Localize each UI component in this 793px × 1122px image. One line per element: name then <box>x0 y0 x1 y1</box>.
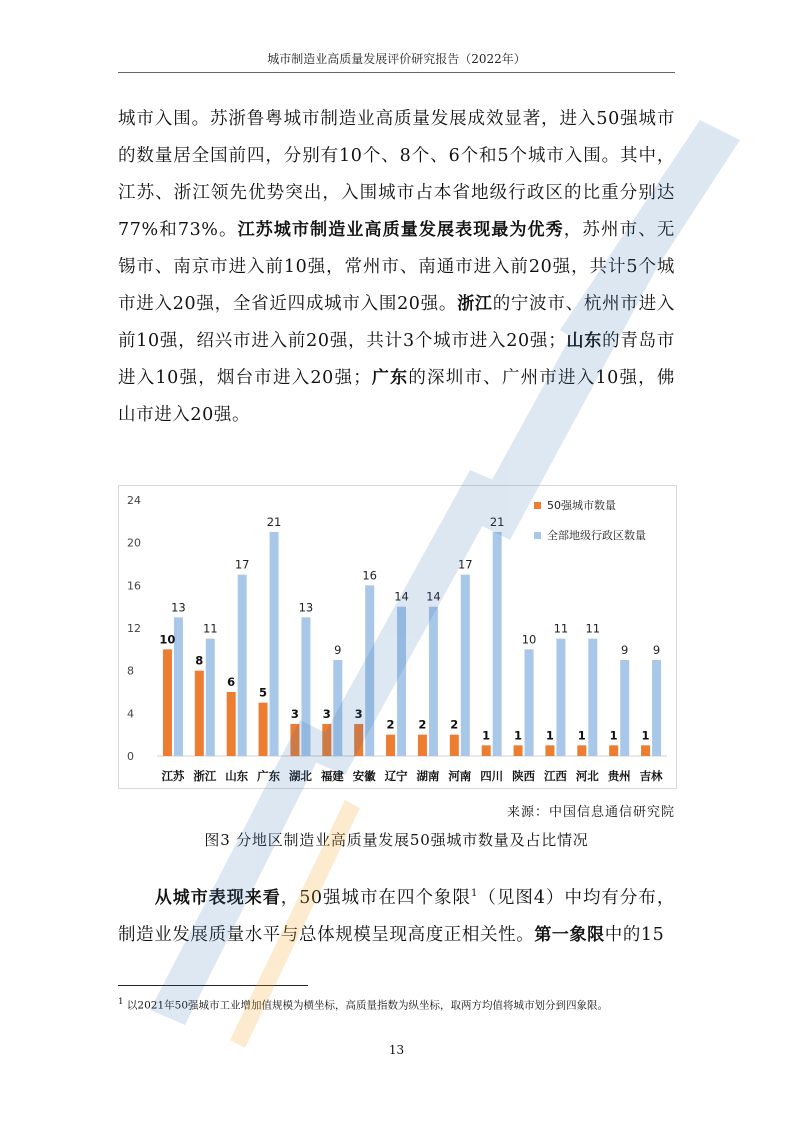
y-tick-label: 8 <box>127 664 134 678</box>
p1-bold-4: 广东 <box>371 368 409 388</box>
bar-全部地级行政区数量 <box>620 660 629 756</box>
data-label-全部地级行政区数量: 13 <box>298 600 314 615</box>
p2-text-1: ，50强城市在四个象限 <box>280 887 471 908</box>
data-label-全部地级行政区数量: 14 <box>426 589 441 604</box>
data-label-全部地级行政区数量: 9 <box>621 643 629 657</box>
bar-全部地级行政区数量 <box>301 617 310 756</box>
data-label-50强城市数量: 6 <box>227 675 236 689</box>
bar-全部地级行政区数量 <box>652 660 661 756</box>
bar-50强城市数量 <box>482 745 491 756</box>
data-label-全部地级行政区数量: 9 <box>652 643 661 657</box>
data-label-50强城市数量: 1 <box>482 728 491 743</box>
data-label-50强城市数量: 3 <box>290 707 299 721</box>
bar-全部地级行政区数量 <box>365 585 374 756</box>
data-label-全部地级行政区数量: 9 <box>334 643 342 657</box>
p2-bold-2: 第一象限 <box>534 924 605 945</box>
p1-bold-2: 浙江 <box>457 294 493 314</box>
bar-50强城市数量 <box>227 692 236 756</box>
legend-swatch <box>534 502 541 509</box>
bar-50强城市数量 <box>259 703 268 756</box>
data-label-全部地级行政区数量: 14 <box>394 589 409 604</box>
category-label: 江西 <box>543 769 567 783</box>
y-tick-label: 20 <box>127 536 141 550</box>
category-label: 安徽 <box>352 769 376 783</box>
legend-entry: 全部地级行政区数量 <box>547 529 646 542</box>
category-label: 河北 <box>575 769 599 783</box>
data-label-全部地级行政区数量: 16 <box>362 568 378 583</box>
p1-text-4: 的青岛市进入10强，烟台市进入20强； <box>118 331 676 388</box>
bar-全部地级行政区数量 <box>588 639 597 756</box>
p2-text-3: 中的15 <box>604 924 665 945</box>
category-label: 山东 <box>225 769 249 783</box>
data-label-50强城市数量: 1 <box>545 728 554 743</box>
bar-50强城市数量 <box>641 745 650 756</box>
figure-source: 来源：中国信息通信研究院 <box>506 805 675 820</box>
header-rule <box>118 72 675 73</box>
data-label-50强城市数量: 1 <box>577 728 586 743</box>
category-label: 吉林 <box>639 769 663 783</box>
footnote-rule <box>118 985 308 986</box>
bar-全部地级行政区数量 <box>461 575 470 756</box>
bar-50强城市数量 <box>354 724 363 756</box>
bar-50强城市数量 <box>418 735 427 756</box>
data-label-50强城市数量: 2 <box>386 717 395 732</box>
p1-text-3: 的宁波市、杭州市进入前10强，绍兴市进入前20强，共计3个城市进入20强； <box>118 294 676 351</box>
data-label-全部地级行政区数量: 11 <box>553 621 569 636</box>
bar-50强城市数量 <box>577 745 586 756</box>
bar-50强城市数量 <box>514 745 523 756</box>
bar-全部地级行政区数量 <box>238 575 247 756</box>
data-label-50强城市数量: 1 <box>609 728 618 743</box>
bar-全部地级行政区数量 <box>270 532 279 756</box>
category-label: 江苏 <box>161 769 185 783</box>
p2-text-2: （见图4）中均有分布，制造业发展质量水平与总体规模呈现高度正相关性。 <box>118 887 676 945</box>
footnote <box>118 994 675 1014</box>
y-tick-label: 12 <box>127 622 141 635</box>
bar-全部地级行政区数量 <box>333 660 342 756</box>
y-tick-label: 24 <box>127 494 141 507</box>
data-label-50强城市数量: 5 <box>259 685 268 700</box>
data-label-全部地级行政区数量: 21 <box>489 515 505 529</box>
data-label-50强城市数量: 8 <box>195 653 204 668</box>
data-label-50强城市数量: 1 <box>514 728 523 743</box>
bar-全部地级行政区数量 <box>493 532 502 756</box>
data-label-50强城市数量: 3 <box>354 707 363 721</box>
bar-全部地级行政区数量 <box>206 639 215 756</box>
category-label: 广东 <box>257 769 281 783</box>
p1-text-1: 城市入围。苏浙鲁粤城市制造业高质量发展成效显著，进入50强城市的数量居全国前四，分别有10个、8个、6个和5个城市入围。其中，江苏、浙江领先优势突出，入围城市占本省地级行政区的比重分别达77%和73%。 <box>118 109 675 240</box>
data-label-50强城市数量: 2 <box>418 717 427 732</box>
page-number: 13 <box>388 1043 405 1057</box>
bar-chart <box>118 485 677 789</box>
footnote-mark: 1 <box>118 997 124 1007</box>
category-label: 辽宁 <box>384 769 408 783</box>
bar-50强城市数量 <box>545 745 554 756</box>
data-label-50强城市数量: 10 <box>159 632 176 647</box>
data-label-全部地级行政区数量: 21 <box>266 515 282 529</box>
p1-bold-1: 江苏城市制造业高质量发展表现最为优秀 <box>237 220 564 240</box>
bar-全部地级行政区数量 <box>429 607 438 756</box>
p1-text-2: ，苏州市、无锡市、南京市进入前10强，常州市、南通市进入前20强，共计5个城市进入20强，全省近四成城市入围20强。 <box>118 220 675 314</box>
legend-swatch <box>534 532 541 539</box>
bar-50强城市数量 <box>450 735 459 756</box>
footnote-text: 以2021年50强城市工业增加值规模为横坐标，高质量指数为纵坐标，取两方均值将城市划分到四象限。 <box>126 999 609 1012</box>
legend-entry: 50强城市数量 <box>547 499 616 512</box>
data-label-全部地级行政区数量: 13 <box>171 600 186 615</box>
category-label: 四川 <box>480 769 504 783</box>
data-label-全部地级行政区数量: 11 <box>202 621 218 636</box>
bar-全部地级行政区数量 <box>397 607 406 756</box>
data-label-全部地级行政区数量: 17 <box>457 557 473 572</box>
category-label: 浙江 <box>193 769 217 783</box>
data-label-50强城市数量: 3 <box>322 707 331 721</box>
data-label-50强城市数量: 2 <box>450 717 459 732</box>
p2-bold-1: 从城市表现来看 <box>154 887 281 908</box>
data-label-全部地级行政区数量: 17 <box>234 557 250 572</box>
bar-50强城市数量 <box>163 649 172 756</box>
footnote-ref[interactable]: 1 <box>471 888 478 899</box>
data-label-全部地级行政区数量: 11 <box>585 621 601 636</box>
bar-全部地级行政区数量 <box>525 649 534 756</box>
y-tick-label: 0 <box>127 750 134 763</box>
category-label: 湖南 <box>416 769 440 783</box>
bar-50强城市数量 <box>322 724 331 756</box>
paragraph-2 <box>118 875 675 954</box>
p1-bold-3: 山东 <box>566 331 603 351</box>
y-tick-label: 16 <box>127 579 141 593</box>
category-label: 贵州 <box>607 769 631 783</box>
data-label-全部地级行政区数量: 10 <box>521 632 537 647</box>
bar-50强城市数量 <box>195 671 204 756</box>
bar-50强城市数量 <box>290 724 299 756</box>
category-label: 陕西 <box>512 769 536 783</box>
data-label-50强城市数量: 1 <box>641 728 650 743</box>
figure-caption: 图3 分地区制造业高质量发展50强城市数量及占比情况 <box>204 831 589 849</box>
running-header: 城市制造业高质量发展评价研究报告（2022年） <box>267 52 526 66</box>
bar-50强城市数量 <box>609 745 618 756</box>
paragraph-1 <box>118 101 675 434</box>
category-label: 湖北 <box>288 769 312 783</box>
bar-全部地级行政区数量 <box>556 639 565 756</box>
category-label: 河南 <box>448 769 472 783</box>
bar-50强城市数量 <box>386 735 395 756</box>
bar-chart-svg <box>119 486 676 788</box>
p1-text-5: 的深圳市、广州市进入10强，佛山市进入20强。 <box>118 368 675 425</box>
category-label: 福建 <box>320 769 344 783</box>
y-tick-label: 4 <box>127 707 134 721</box>
